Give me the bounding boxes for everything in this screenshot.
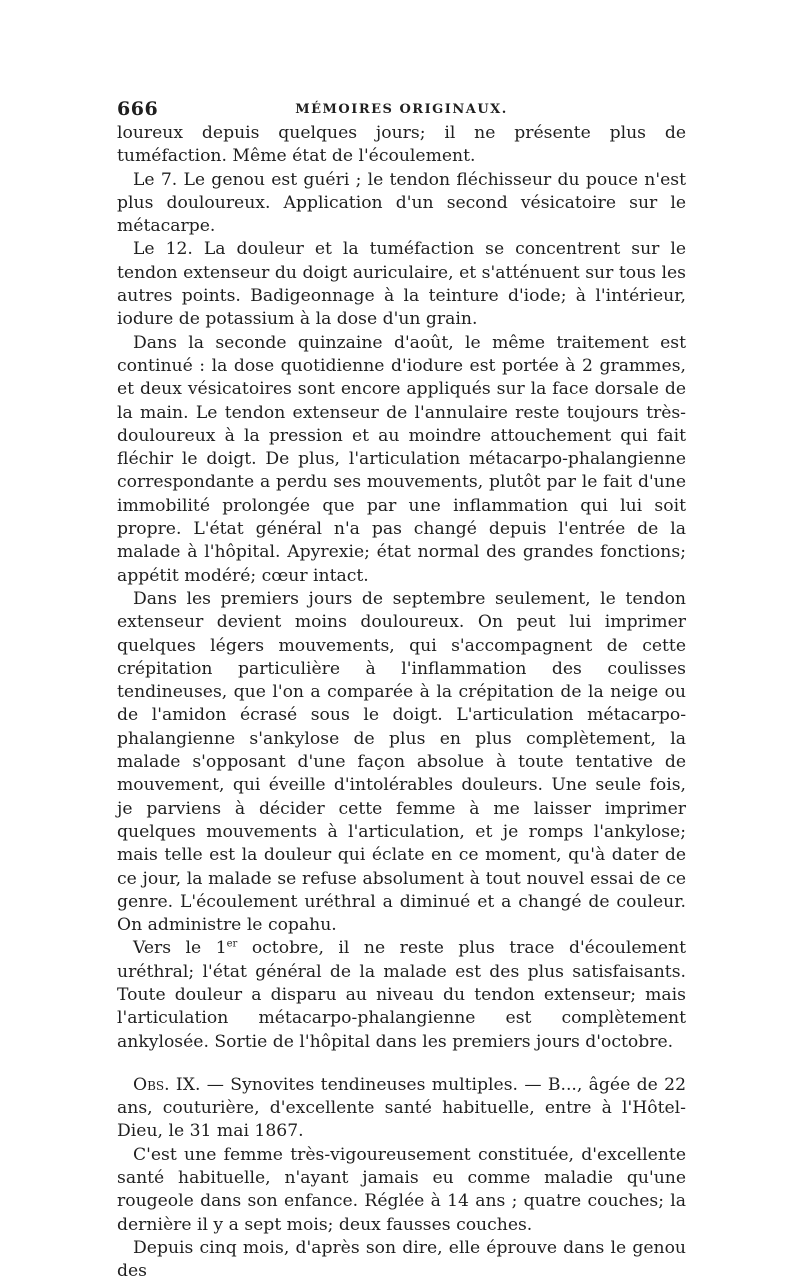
paragraph-le-7: Le 7. Le genou est guéri ; le tendon fléchisseur du pouce n'est plus douloureux. Application d'un second vésicatoire sur le métacarpe. bbox=[117, 169, 686, 237]
paragraph-aout: Dans la seconde quinzaine d'août, le même traitement est continué : la dose quotidienne d'iodure est portée à 2 grammes, et deux vésicatoires sont encore appliqués sur la face dorsale de la main. Le tendon extenseur de l'annulaire reste toujours très-douloureux à la pression et au moindre attouchement qui fait fléchir le doigt. De plus, l'articulation métacarpo-phalangienne correspondante a perdu ses mouvements, plutôt par le fait d'une immobilité prolongée que par une inflammation qui lui soit propre. L'état général n'a pas changé depuis l'entrée de la malade à l'hôpital. Apyrexie; état normal des grandes fonctions; appétit modéré; cœur intact. bbox=[117, 332, 686, 586]
observation-paragraph-1: C'est une femme très-vigoureusement constituée, d'excellente santé habituelle, n'ayant jamais eu comme maladie qu'une rougeole dans son enfance. Réglée à 14 ans ; quatre couches; la dernière il y a sept mois; deux fausses couches. bbox=[117, 1144, 686, 1235]
section-gap bbox=[117, 1054, 686, 1074]
body-text bbox=[117, 122, 686, 1284]
paragraph-continuation: loureux depuis quelques jours; il ne présente plus de tuméfaction. Même état de l'écoulement. bbox=[117, 123, 686, 167]
paragraph-le-12: Le 12. La douleur et la tuméfaction se concentrent sur le tendon extenseur du doigt auriculaire, et s'atténuent sur tous les autres points. Badigeonnage à la teinture d'iode; à l'intérieur, iodure de potassium à la dose d'un grain. bbox=[117, 239, 686, 330]
observation-heading bbox=[117, 1074, 686, 1144]
october-text-rest: octobre, il ne reste plus trace d'écoulement uréthral; l'état général de la malade est des plus satisfaisants. Toute douleur a disparu au niveau du tendon extenseur; mais l'articulation métacarpo-phalangienne est complètement ankylosée. Sortie de l'hôpital dans les premiers jours d'octobre. bbox=[117, 938, 686, 1052]
observation-paragraph-2: Depuis cinq mois, d'après son dire, elle éprouve dans le genou des bbox=[117, 1237, 686, 1282]
october-text-start: Vers le 1 bbox=[133, 938, 227, 959]
page-number: 666 bbox=[117, 98, 159, 120]
running-title: MÉMOIRES ORIGINAUX. bbox=[295, 102, 508, 117]
page-header bbox=[117, 92, 686, 122]
book-page bbox=[117, 92, 686, 1284]
paragraph-septembre: Dans les premiers jours de septembre seulement, le tendon extenseur devient moins douloureux. On peut lui imprimer quelques légers mouvements, qui s'accompagnent de cette crépitation particulière à l'inflammation des coulisses tendineuses, que l'on a comparée à la crépitation de la neige ou de l'amidon écrasé sous le doigt. L'articulation métacarpo-phalangienne s'ankylose de plus en plus complètement, la malade s'opposant d'une façon absolue à toute tentative de mouvement, qui éveille d'intolérables douleurs. Une seule fois, je parviens à décider cette femme à me laisser imprimer quelques mouvements à l'articulation, et je romps l'ankylose; mais telle est la douleur qui éclate en ce moment, qu'à dater de ce jour, la malade se refuse absolument à tout nouvel essai de ce genre. L'écoulement uréthral a diminué et a changé de couleur. On administre le copahu. bbox=[117, 588, 686, 936]
observation-label: Obs. IX. bbox=[133, 1074, 201, 1095]
observation-title: — Synovites tendineuses multiples. — B..., âgée de 22 ans, couturière, d'excellente santé habituelle, entre à l'Hôtel-Dieu, le 31 mai 1867. bbox=[117, 1074, 687, 1142]
ordinal-superscript: er bbox=[226, 938, 238, 950]
paragraph-octobre bbox=[117, 937, 686, 1053]
